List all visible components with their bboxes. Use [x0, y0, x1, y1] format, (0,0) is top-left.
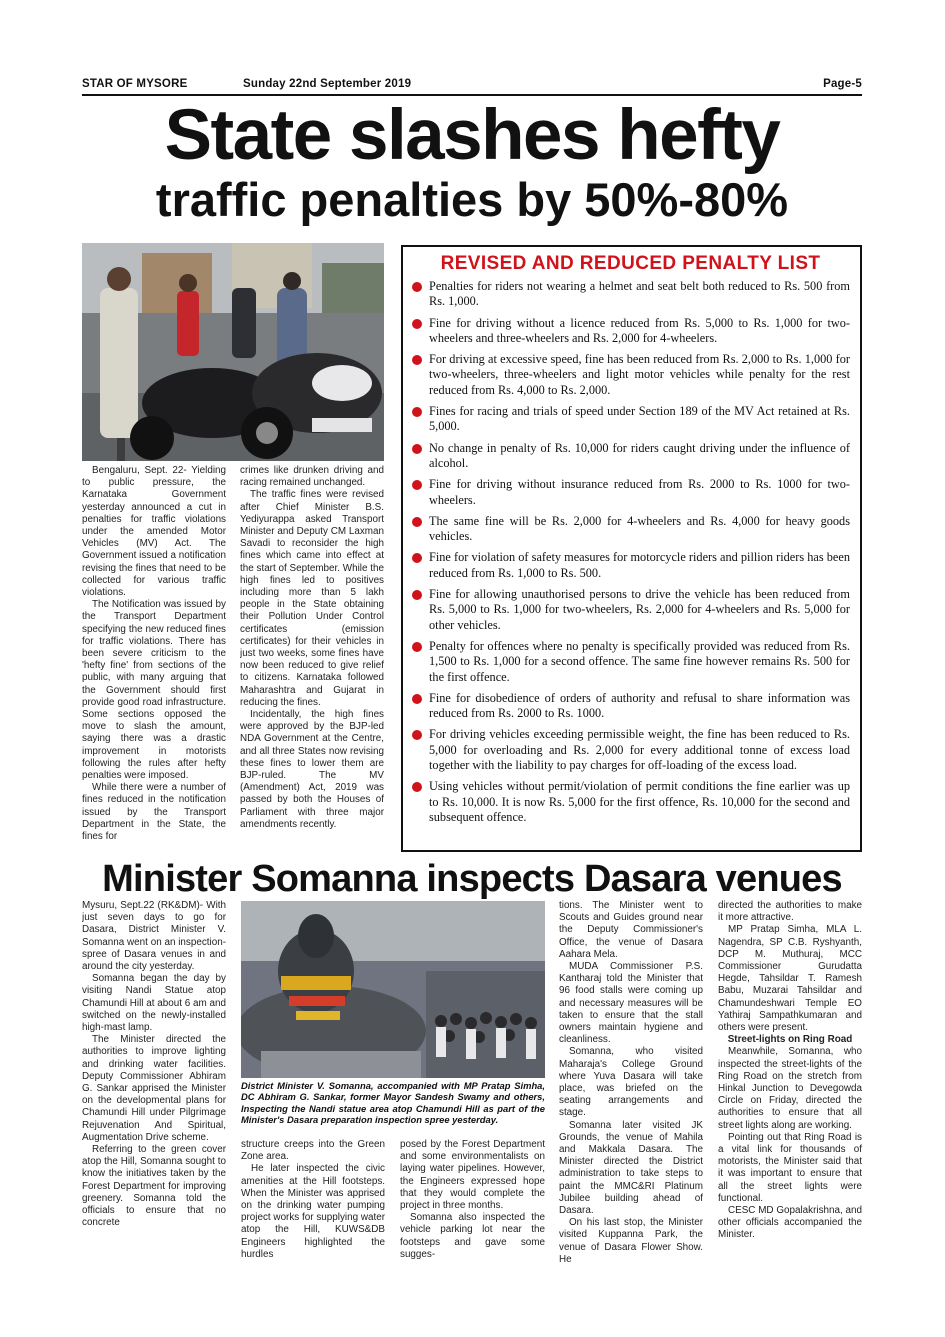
bullet-icon [412, 782, 422, 792]
bullet-icon [412, 407, 422, 417]
story2-column-4 [559, 900, 703, 1266]
nandi-statue-photo [241, 901, 545, 1078]
list-item: For driving at excessive speed, fine has been reduced from Rs. 2,000 to Rs. 1,000 for two-wheelers, three-wheelers and light motor vehicles while penalty for the rest reduced from Rs. 4,000 to Rs. 2,000. [411, 352, 850, 398]
list-item: Fine for disobedience of orders of authority and refusal to share information was reduced from Rs. 2000 to Rs. 1000. [411, 691, 850, 722]
bullet-icon [412, 730, 422, 740]
paragraph: He later inspected the civic amenities at the Hill footsteps. When the Minister was apprised on the drinking water pumping project works for supplying water atop the Hill, KUWS&DB Engineers highlighted the hurdles [241, 1163, 385, 1260]
list-item: Penalty for offences where no penalty is specifically provided was reduced from Rs. 1,500 to Rs. 1,000 for a second offence. The same fine however remains Rs. 500 for the first offence. [411, 639, 850, 685]
paragraph: MUDA Commissioner P.S. Kantharaj told the Minister that 96 food stalls were coming up and necessary measures will be taken to ensure that the stall owners maintain hygiene and cleanliness. [559, 961, 703, 1046]
paragraph: The Notification was issued by the Transport Department specifying the new reduced fines for traffic violations. There has been severe criticism to the 'hefty fine' from sections of the public, with many arguing that the Government should first provide good road infrastructure. Some sections opposed the move to slash the amount, saying there was a drastic improvement in motorists following the rules after hefty penalties were imposed. [82, 599, 226, 782]
story1-column-2 [240, 465, 384, 855]
story2-column-1 [82, 900, 226, 1266]
bullet-icon [412, 590, 422, 600]
paragraph: The Minister directed the authorities to improve lighting and drinking water facilities. Deputy Commissioner Abhiram G. Sankar apprised the Minister on the developmental plans for Chamundi Hill under Pilgrimage Rejuvenation And Spiritual, Augmentation Drive scheme. [82, 1034, 226, 1143]
paragraph: Somanna began the day by visiting Nandi Statue atop Chamundi Hill at about 6 am and switched on the newly-installed high-mast lamp. [82, 973, 226, 1034]
traffic-check-photo [82, 243, 384, 461]
paragraph: CESC MD Gopalakrishna, and other officials accompanied the Minister. [718, 1205, 862, 1241]
list-item: The same fine will be Rs. 2,000 for 4-wheelers and Rs. 4,000 for heavy goods vehicles. [411, 514, 850, 545]
list-item: Fine for violation of safety measures for motorcycle riders and pillion riders has been reduced from Rs. 1,000 to Rs. 500. [411, 550, 850, 581]
list-item: For driving vehicles exceeding permissible weight, the fine has been reduced to Rs. 5,000 for overloading and Rs. 2,000 for every additional tonne of excess load together with the liability to pay charges for off-loading of the excess load. [411, 727, 850, 773]
paragraph: Incidentally, the high fines were approved by the BJP-led NDA Government at the Centre, and all three States now revising these fines to lower them are BJP-ruled. The MV (Amendment) Act, 2019 was passed by both the Houses of Parliament with three major amendments recently. [240, 709, 384, 830]
photo-caption: District Minister V. Somanna, accompanied with MP Pratap Simha, DC Abhiram G. Sankar, former Mayor Sandesh Swamy and others, Inspecting the Nandi statue area atop Chamundi Hill as part of the Minister's Dasara preparation inspection spree yesterday. [241, 1080, 545, 1126]
story1-column-1 [82, 465, 226, 855]
list-item: Using vehicles without permit/violation of permit conditions the fine earlier was up to Rs. 10,000. It is now Rs. 5,000 for the first offence, Rs. 10,000 for the second and subsequent offence. [411, 779, 850, 825]
bullet-icon [412, 319, 422, 329]
subheading: Street-lights on Ring Road [727, 1034, 853, 1046]
paragraph: tions. The Minister went to Scouts and Guides ground near the Deputy Commissioner's Office, the venue of Dasara Aahara Mela. [559, 900, 703, 960]
paper-name: STAR OF MYSORE [82, 78, 188, 90]
list-item: Fine for driving without insurance reduced from Rs. 2000 to Rs. 1000 for two-wheelers. [411, 477, 850, 508]
paragraph: Somanna, who visited Maharaja's College Ground where Yuva Dasara will take place, was briefed on the seating arrangements and stage. [559, 1046, 703, 1119]
paragraph: crimes like drunken driving and racing remained unchanged. [240, 465, 384, 489]
story2-column-5 [718, 900, 862, 1266]
paragraph: While there were a number of fines reduced in the notification issued by the Transport Department in the State, the fines for [82, 782, 226, 843]
paragraph: structure creeps into the Green Zone area. [241, 1139, 385, 1163]
penalty-list-box [401, 245, 862, 852]
paragraph: Mysuru, Sept.22 (RK&DM)- With just seven days to go for Dasara, District Minister V. Somanna went on an inspection-spree of Dasara venues in and around the city yesterday. [82, 900, 226, 973]
headline-line2: traffic penalties by 50%-80% [155, 173, 789, 226]
paragraph: Meanwhile, Somanna, who inspected the street-lights of the Ring Road on the stretch from Hinkal Junction to Devegowda Circle on Friday, directed the authorities to ensure that all street lights along are working. [718, 1046, 862, 1131]
list-item: No change in penalty of Rs. 10,000 for riders caught driving under the influence of alcohol. [411, 441, 850, 472]
penalty-list-title: REVISED AND REDUCED PENALTY LIST [440, 253, 821, 274]
paragraph: The traffic fines were revised after Chief Minister B.S. Yediyurappa asked Transport Minister and Deputy CM Laxman Savadi to reconsider the high fines which came into effect at the start of September. While the high fines led to positives including more than 5 lakh people in the State obtaining their Pollution Under Control certificates (emission certificates) for their vehicles in just two weeks, some fines have now been reduced to give relief to citizens. Karnataka followed Maharashtra and Gujarat in reducing the fines. [240, 489, 384, 708]
penalty-list [411, 279, 850, 825]
story2-column-3 [400, 1139, 545, 1266]
issue-date: Sunday 22nd September 2019 [243, 78, 412, 90]
bullet-icon [412, 355, 422, 365]
paragraph: Referring to the green cover atop the Hill, Somanna sought to know the initiatives taken by the Forest Department for improving greenery. Somanna told the officials to ensure that no concrete [82, 1144, 226, 1229]
headline-dasara: Minister Somanna inspects Dasara venues [102, 858, 842, 900]
paragraph: Somanna later visited JK Grounds, the venue of Mahila and Makkala Dasara. The Minister directed the District administration to take steps to paint the MMC&RI Platinum Jubilee building ahead of Dasara. [559, 1119, 703, 1217]
list-item: Fine for allowing unauthorised persons to drive the vehicle has been reduced from Rs. 5,000 to Rs. 1,000 for two-wheelers, Rs. 2,000 for 4-wheelers and Rs. 5,000 for other vehicles. [411, 587, 850, 633]
page-number: Page-5 [823, 78, 862, 90]
list-item: Fines for racing and trials of speed under Section 189 of the MV Act retained at Rs. 5,000. [411, 404, 850, 435]
paragraph: Somanna also inspected the vehicle parking lot near the footsteps and gave some sugges- [400, 1212, 545, 1260]
bullet-icon [412, 282, 422, 292]
list-item: Fine for driving without a licence reduced from Rs. 5,000 to Rs. 1,000 for two-wheelers and three-wheelers and Rs. 2,000 for 4-wheelers. [411, 316, 850, 347]
bullet-icon [412, 480, 422, 490]
bullet-icon [412, 694, 422, 704]
bullet-icon [412, 444, 422, 454]
bullet-icon [412, 642, 422, 652]
story2-column-2 [241, 1139, 385, 1266]
list-item: Penalties for riders not wearing a helmet and seat belt both reduced to Rs. 500 from Rs. 1,000. [411, 279, 850, 310]
bullet-icon [412, 553, 422, 563]
paragraph: Pointing out that Ring Road is a vital link for thousands of motorists, the Minister said that it was important to ensure that all the street lights were functional. [718, 1131, 862, 1204]
paragraph: Bengaluru, Sept. 22- Yielding to public pressure, the Karnataka Government yesterday announced a cut in penalties for traffic violations under the amended Motor Vehicles (MV) Act. The Government issued a notification revising the fines that need to be collected for various traffic violations. [82, 465, 226, 599]
paragraph: MP Pratap Simha, MLA L. Nagendra, SP C.B. Ryshyanth, DCP M. Muthuraj, MCC Commissioner Gurudatta Hegde, Tahsildar T. Ramesh Babu, Muzarai Tahsildar and Chamundeshwari Temple EO Yathiraj Sampathkumaran and others were present. [718, 924, 862, 1034]
headline-line1: State slashes hefty [164, 96, 780, 175]
paragraph: directed the authorities to make it more attractive. [718, 900, 862, 924]
paragraph: posed by the Forest Department and some environmentalists on laying water pipelines. However, the Engineers expressed hope that they would complete the project in three months. [400, 1139, 545, 1212]
bullet-icon [412, 517, 422, 527]
paragraph: On his last stop, the Minister visited Kuppanna Park, the venue of Dasara Flower Show. He [559, 1217, 703, 1265]
